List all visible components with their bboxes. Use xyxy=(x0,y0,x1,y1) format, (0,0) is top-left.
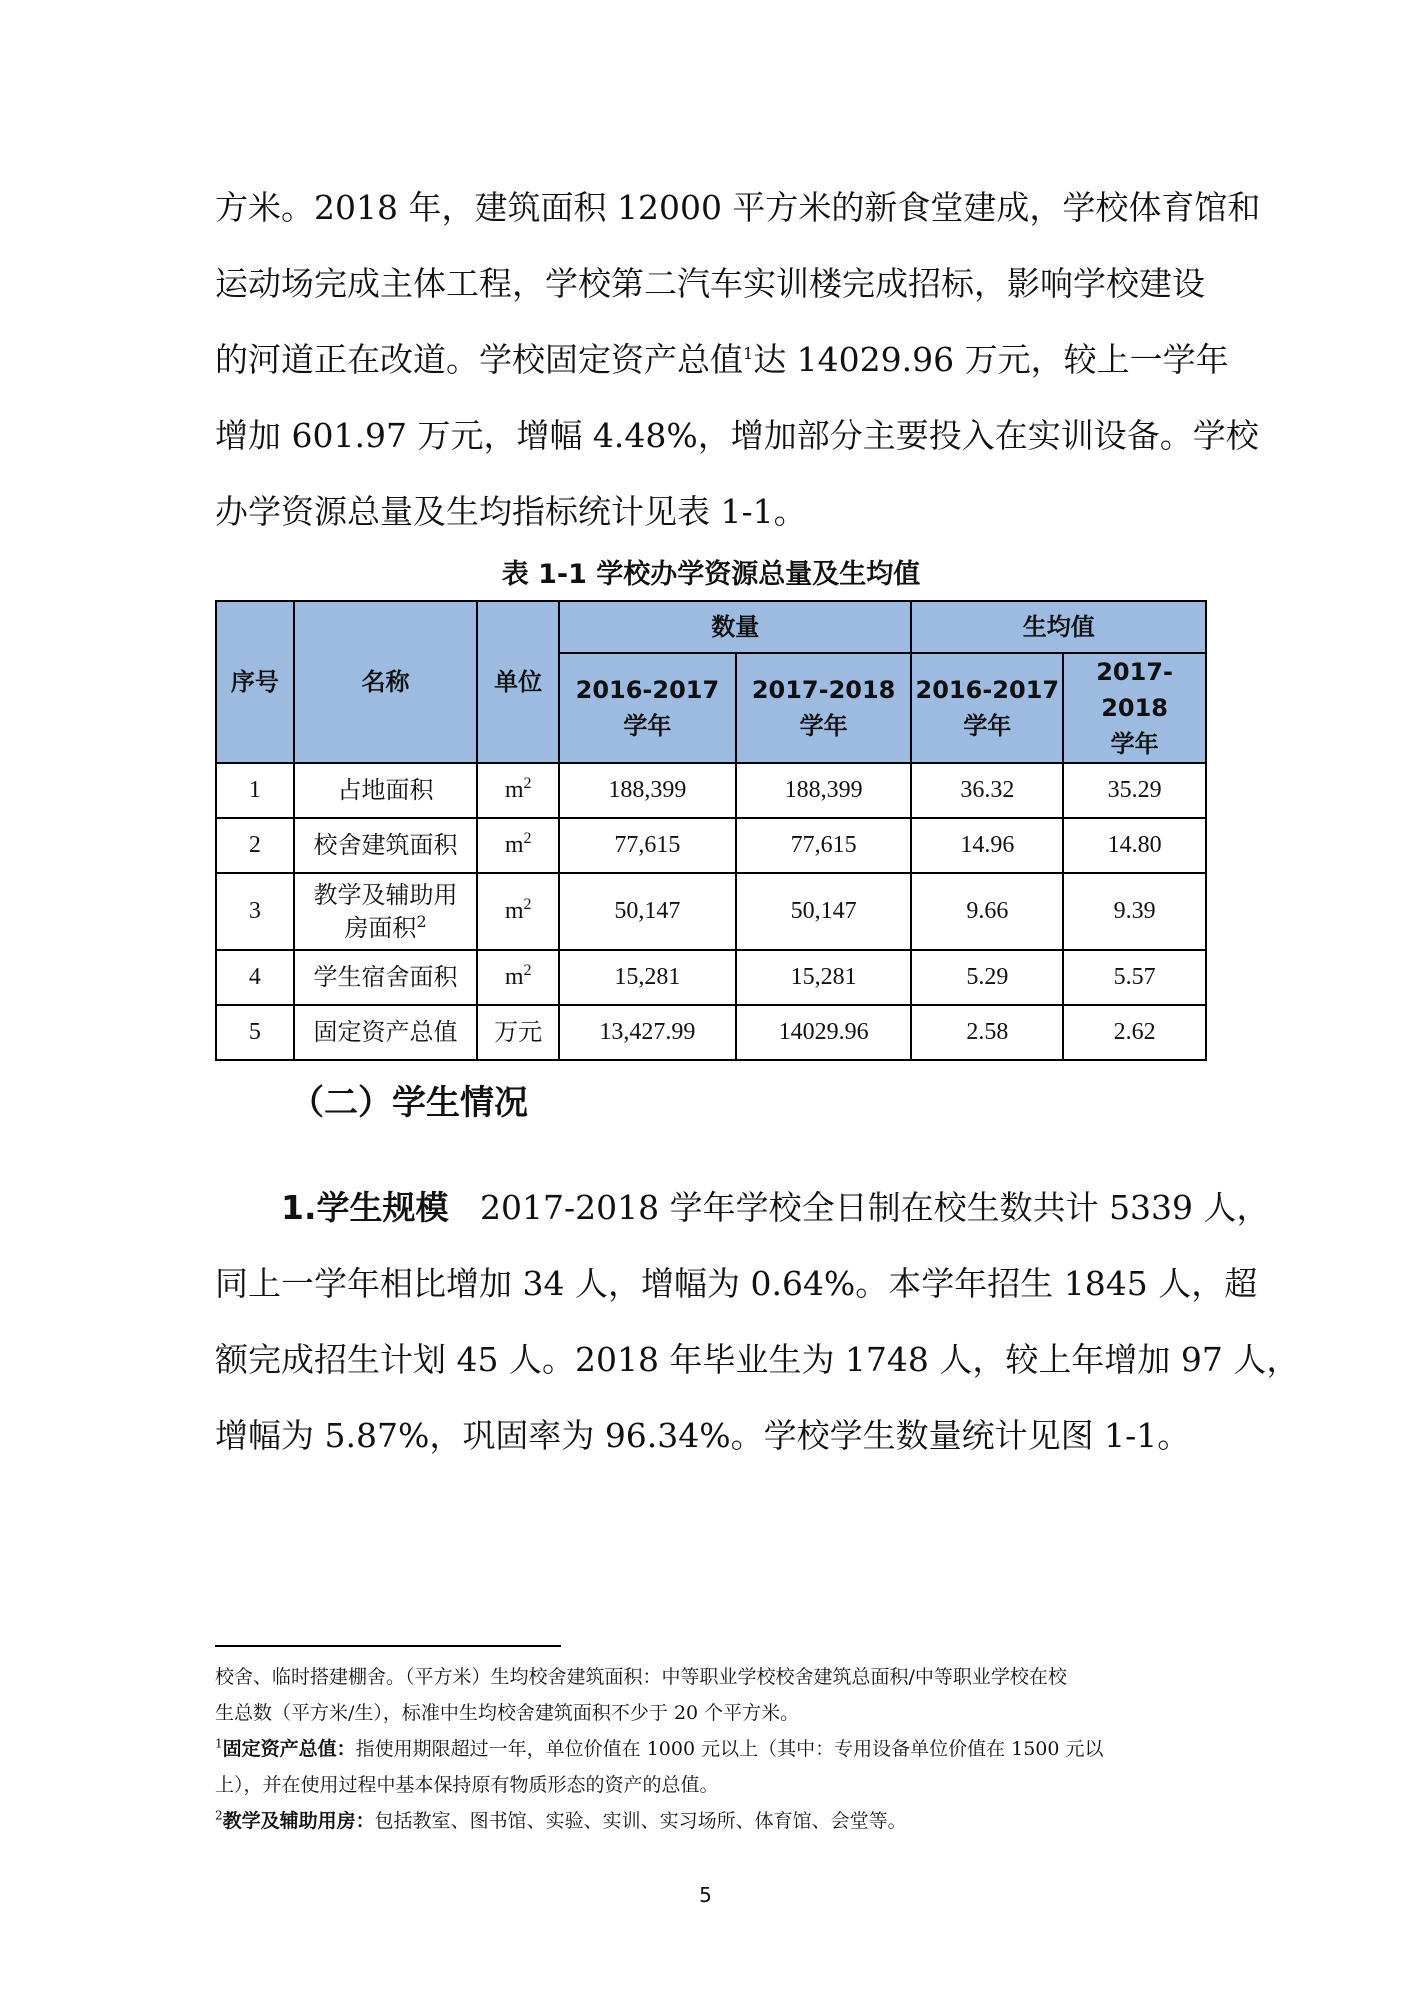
header-year-suffix: 学年 xyxy=(623,712,672,740)
paragraph-lead: 1.学生规模 xyxy=(281,1188,449,1227)
header-seq: 序号 xyxy=(216,601,294,763)
cell-per-student-2016: 9.66 xyxy=(911,873,1063,950)
cell-per-student-2017: 5.57 xyxy=(1063,950,1206,1005)
table-row xyxy=(216,950,1206,1005)
unit-exponent: 2 xyxy=(523,775,532,792)
header-quantity-2016 xyxy=(559,653,736,763)
paragraph-line xyxy=(215,322,1229,398)
header-year-suffix: 学年 xyxy=(963,712,1012,740)
paragraph-line: 方米。2018 年，建筑面积 12000 平方米的新食堂建成，学校体育馆和 xyxy=(215,188,1261,227)
header-unit: 单位 xyxy=(477,601,559,763)
footnote-term: 固定资产总值： xyxy=(222,1738,356,1760)
cell-seq: 4 xyxy=(216,950,294,1005)
cell-per-student-2016: 14.96 xyxy=(911,818,1063,873)
footnote-line: 上），并在使用过程中基本保持原有物质形态的资产的总值。 xyxy=(215,1774,719,1796)
footnote-line xyxy=(215,1731,1205,1767)
unit-exponent: 2 xyxy=(523,830,532,847)
unit-exponent: 2 xyxy=(523,896,532,913)
footnote-mark: 1 xyxy=(215,1736,223,1751)
unit-text: m xyxy=(504,777,524,803)
cell-quantity-2017: 15,281 xyxy=(736,950,912,1005)
footnote-line xyxy=(215,1803,1205,1839)
header-year-suffix: 学年 xyxy=(799,712,848,740)
footnote-term: 教学及辅助用房： xyxy=(222,1810,375,1832)
cell-name-line: 房面积 xyxy=(344,913,417,942)
cell-per-student-2016: 36.32 xyxy=(911,763,1063,818)
table-row xyxy=(216,1005,1206,1060)
cell-unit xyxy=(477,818,559,873)
paragraph-line: 增幅为 5.87%，巩固率为 96.34%。学校学生数量统计见图 1-1。 xyxy=(215,1416,1191,1455)
cell-seq: 3 xyxy=(216,873,294,950)
cell-name: 校舍建筑面积 xyxy=(294,818,477,873)
footnote-2 xyxy=(215,1803,1205,1839)
table-row xyxy=(216,873,1206,950)
footnote-mark: 2 xyxy=(215,1808,223,1823)
paragraph-line: 同上一学年相比增加 34 人，增幅为 0.64%。本学年招生 1845 人，超 xyxy=(215,1264,1258,1303)
footnote-separator xyxy=(215,1645,561,1647)
table-header-row xyxy=(216,601,1206,653)
footnote-line: 生总数（平方米/生），标准中生均校舍建筑面积不少于 20 个平方米。 xyxy=(215,1702,800,1724)
header-quantity-2017 xyxy=(736,653,912,763)
cell-per-student-2017: 9.39 xyxy=(1063,873,1206,950)
footnote-ref-2: 2 xyxy=(416,911,427,931)
cell-name: 占地面积 xyxy=(294,763,477,818)
footnote-line: 校舍、临时搭建棚舍。（平方米）生均校舍建筑面积：中等职业学校校舍建筑总面积/中等职业学校在校 xyxy=(215,1666,1067,1688)
cell-per-student-2017: 35.29 xyxy=(1063,763,1206,818)
cell-unit xyxy=(477,950,559,1005)
header-year: 2016-2017 xyxy=(575,676,720,704)
header-quantity: 数量 xyxy=(559,601,911,653)
cell-quantity-2016: 188,399 xyxy=(559,763,736,818)
cell-quantity-2016: 15,281 xyxy=(559,950,736,1005)
paragraph-text: 2017-2018 学年学校全日制在校生数共计 5339 人， xyxy=(448,1188,1270,1227)
cell-name xyxy=(294,873,477,950)
header-per-student-2017 xyxy=(1063,653,1206,763)
cell-per-student-2016: 2.58 xyxy=(911,1005,1063,1060)
intro-paragraph xyxy=(215,170,1261,550)
header-year: 2017-2018 xyxy=(751,676,896,704)
paragraph-line xyxy=(215,1170,1270,1246)
paragraph-line: 办学资源总量及生均指标统计见表 1-1。 xyxy=(215,492,807,531)
cell-quantity-2017: 77,615 xyxy=(736,818,912,873)
cell-seq: 5 xyxy=(216,1005,294,1060)
table-row xyxy=(216,763,1206,818)
students-paragraph xyxy=(215,1170,1300,1474)
cell-quantity-2016: 50,147 xyxy=(559,873,736,950)
cell-seq: 2 xyxy=(216,818,294,873)
cell-quantity-2017: 14029.96 xyxy=(736,1005,912,1060)
unit-text: m xyxy=(504,832,524,858)
unit-text: m xyxy=(504,898,524,924)
paragraph-text: 的河道正在改道。学校固定资产总值 xyxy=(215,340,743,379)
cell-unit xyxy=(477,763,559,818)
cell-per-student-2016: 5.29 xyxy=(911,950,1063,1005)
section-heading: （二）学生情况 xyxy=(290,1083,528,1123)
footnote-continuation xyxy=(215,1659,1205,1731)
header-year: 2017-2018 xyxy=(1096,658,1173,722)
paragraph-line: 运动场完成主体工程，学校第二汽车实训楼完成招标，影响学校建设 xyxy=(215,264,1205,303)
cell-name: 学生宿舍面积 xyxy=(294,950,477,1005)
cell-per-student-2017: 2.62 xyxy=(1063,1005,1206,1060)
header-per-student: 生均值 xyxy=(911,601,1206,653)
header-name: 名称 xyxy=(294,601,477,763)
paragraph-text: 达 14029.96 万元，较上一学年 xyxy=(753,340,1229,379)
cell-name-line: 教学及辅助用 xyxy=(313,880,458,909)
header-year: 2016-2017 xyxy=(915,676,1060,704)
footnote-text: 指使用期限超过一年，单位价值在 1000 元以上（其中：专用设备单位价值在 1500 元以 xyxy=(355,1738,1104,1760)
cell-quantity-2017: 50,147 xyxy=(736,873,912,950)
resources-table xyxy=(215,600,1207,1061)
table-row xyxy=(216,818,1206,873)
table-caption: 表 1-1 学校办学资源总量及生均值 xyxy=(501,559,921,590)
cell-quantity-2016: 13,427.99 xyxy=(559,1005,736,1060)
footnote-text: 包括教室、图书馆、实验、实训、实习场所、体育馆、会堂等。 xyxy=(374,1810,907,1832)
paragraph-line: 增加 601.97 万元，增幅 4.48%，增加部分主要投入在实训设备。学校 xyxy=(215,416,1259,455)
cell-name: 固定资产总值 xyxy=(294,1005,477,1060)
cell-quantity-2017: 188,399 xyxy=(736,763,912,818)
paragraph-line: 额完成招生计划 45 人。2018 年毕业生为 1748 人，较上年增加 97 人， xyxy=(215,1340,1300,1379)
page-number: 5 xyxy=(699,1883,712,1907)
unit-exponent: 2 xyxy=(523,962,532,979)
footnote-ref-1: 1 xyxy=(743,344,754,363)
header-per-student-2016 xyxy=(911,653,1063,763)
cell-unit: 万元 xyxy=(477,1005,559,1060)
footnote-1 xyxy=(215,1731,1205,1803)
unit-text: m xyxy=(504,964,524,990)
cell-per-student-2017: 14.80 xyxy=(1063,818,1206,873)
header-year-suffix: 学年 xyxy=(1110,730,1159,758)
cell-seq: 1 xyxy=(216,763,294,818)
cell-unit xyxy=(477,873,559,950)
cell-quantity-2016: 77,615 xyxy=(559,818,736,873)
